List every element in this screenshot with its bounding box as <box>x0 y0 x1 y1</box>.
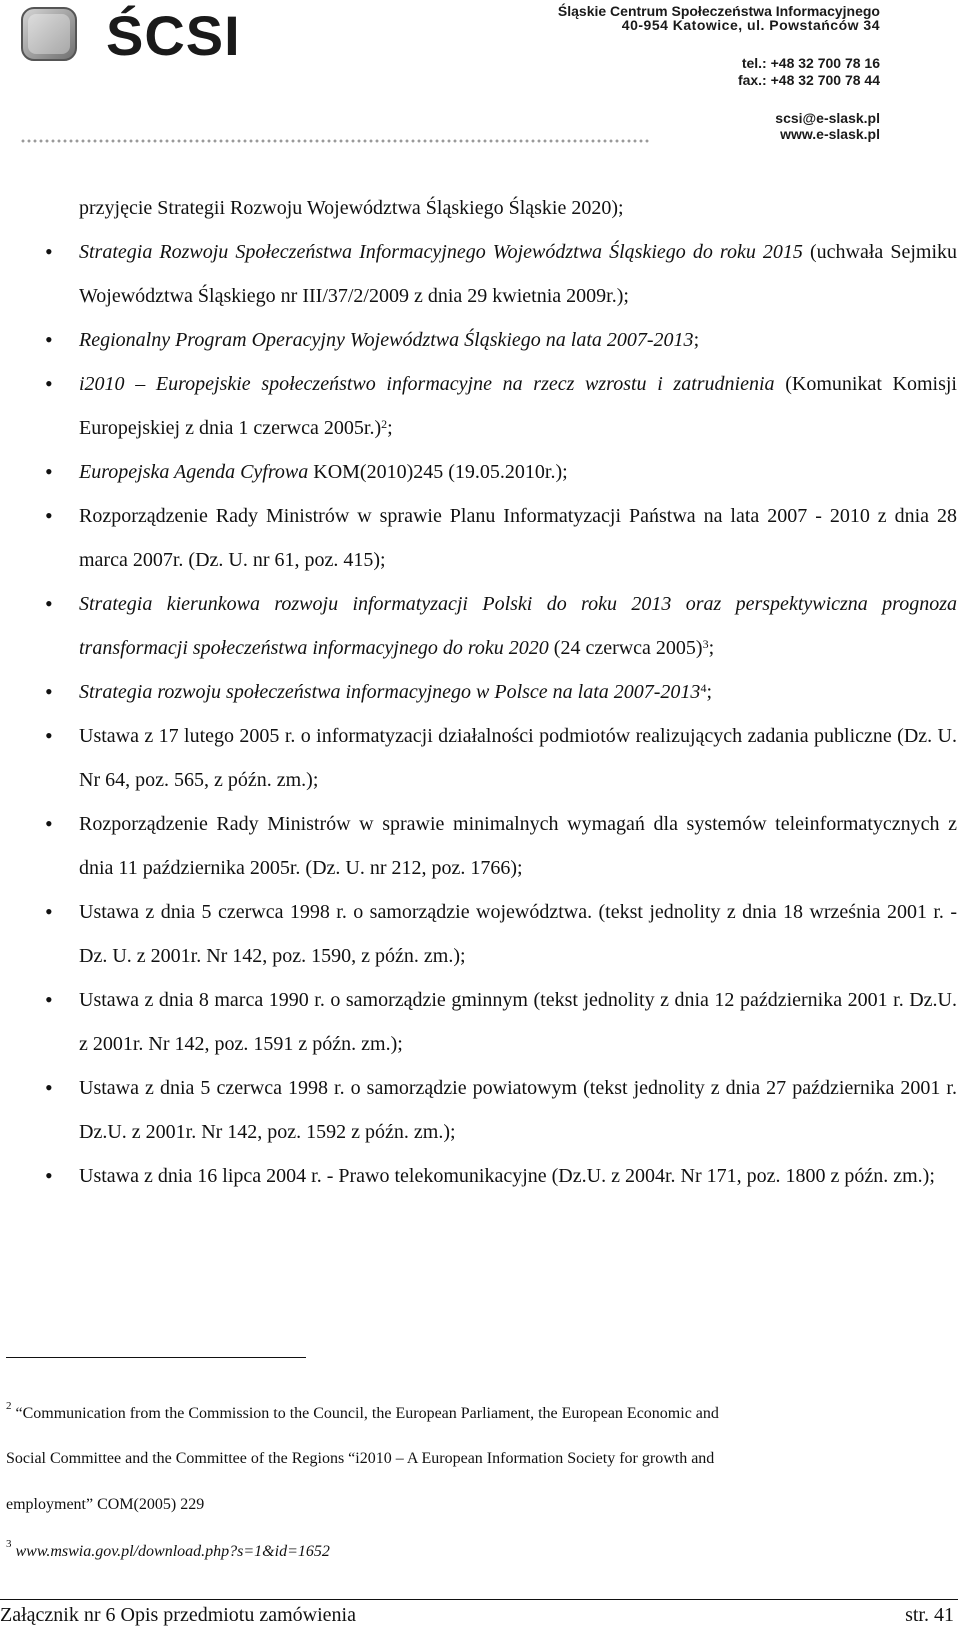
org-phone: tel.: +48 32 700 78 16 <box>741 55 880 71</box>
footnote-number: 3 <box>6 1538 12 1550</box>
bullet-icon: • <box>45 503 53 528</box>
legal-basis-list <box>0 186 960 1198</box>
list-item: • Rozporządzenie Rady Ministrów w sprawie minimalnych wymagań dla systemów teleinformatycznych z dnia 11 października 2005r. (Dz. U. nr 212, poz. 1766); <box>79 802 957 890</box>
bullet-icon: • <box>45 899 53 924</box>
bullet-icon: • <box>45 327 53 352</box>
header-dotted-divider <box>20 139 650 143</box>
footnote-ref[interactable]: 4 <box>700 681 707 695</box>
footnote-number: 2 <box>6 1400 12 1412</box>
list-item: • Ustawa z 17 lutego 2005 r. o informatyzacji działalności podmiotów realizujących zadania publiczne (Dz. U. Nr 64, poz. 565, z późn. zm.); <box>79 714 957 802</box>
list-item: • Regionalny Program Operacyjny Województwa Śląskiego na lata 2007-2013; <box>79 318 957 362</box>
bullet-icon: • <box>45 987 53 1012</box>
footnote-2-line-3: employment” COM(2005) 229 <box>6 1496 205 1513</box>
footnote-link[interactable]: www.mswia.gov.pl/download.php?s=1&id=1652 <box>15 1543 330 1560</box>
list-item: • Strategia Rozwoju Społeczeństwa Informacyjnego Województwa Śląskiego do roku 2015 (uchwała Sejmiku Województwa Śląskiego nr III/37/2/2009 z dnia 29 kwietnia 2009r.); <box>79 230 957 318</box>
bullet-icon: • <box>45 591 53 616</box>
org-email[interactable]: scsi@e-slask.pl <box>775 110 880 126</box>
bullet-icon: • <box>45 459 53 484</box>
bullet-icon: • <box>45 723 53 748</box>
list-item: • Strategia rozwoju społeczeństwa informacyjnego w Polsce na lata 2007-2013$^4$; <box>79 670 957 714</box>
footnote-separator <box>6 1357 306 1358</box>
bullet-icon: • <box>45 239 53 264</box>
footer-divider <box>0 1599 958 1600</box>
footnote-ref[interactable]: 2 <box>381 417 388 431</box>
org-address: 40-954 Katowice, ul. Powstańców 34 <box>621 17 880 33</box>
logo-text: ŚCSI <box>106 4 241 67</box>
scsi-logo <box>20 4 260 66</box>
list-item: • Strategia kierunkowa rozwoju informatyzacji Polski do roku 2013 oraz perspektywiczna prognoza transformacji społeczeństwa informacyjnego do roku 2020 (24 czerwca 2005)$^3$; <box>79 582 957 670</box>
list-item: • Europejska Agenda Cyfrowa KOM(2010)245 (19.05.2010r.); <box>79 450 957 494</box>
footnote-3 <box>6 1538 906 1561</box>
bullet-icon: • <box>45 371 53 396</box>
org-name: Śląskie Centrum Społeczeństwa Informacyjnego <box>557 3 880 19</box>
org-website[interactable]: www.e-slask.pl <box>780 126 880 142</box>
footnote-2-line-2: Social Committee and the Committee of the Regions “i2010 – A European Information Society for growth and <box>6 1450 715 1467</box>
footer-document-title: Załącznik nr 6 Opis przedmiotu zamówienia <box>0 1604 356 1626</box>
logo-mark-icon <box>20 6 80 64</box>
bullet-icon: • <box>45 679 53 704</box>
footnote-2: $^2$ “Communication from the Commission to the Council, the European Parliament, the European Economic and <box>6 1400 719 1422</box>
list-item: przyjęcie Strategii Rozwoju Województwa Śląskiego Śląskie 2020); <box>79 197 624 219</box>
list-item: • Rozporządzenie Rady Ministrów w sprawie Planu Informatyzacji Państwa na lata 2007 - 2010 z dnia 28 marca 2007r. (Dz. U. nr 61, poz. 415); <box>79 494 957 582</box>
bullet-icon: • <box>45 1163 53 1188</box>
list-item: • i2010 – Europejskie społeczeństwo informacyjne na rzecz wzrostu i zatrudnienia (Komunikat Komisji Europejskiej z dnia 1 czerwca 2005r.)$^2$; <box>79 362 957 450</box>
list-item: • Ustawa z dnia 16 lipca 2004 r. - Prawo telekomunikacyjne (Dz.U. z 2004r. Nr 171, poz. 1800 z późn. zm.); <box>79 1154 957 1198</box>
list-item: • Ustawa z dnia 8 marca 1990 r. o samorządzie gminnym (tekst jednolity z dnia 12 października 2001 r. Dz.U. z 2001r. Nr 142, poz. 1591 z późn. zm.); <box>79 978 957 1066</box>
footnote-ref[interactable]: 3 <box>702 637 709 651</box>
bullet-icon: • <box>45 1075 53 1100</box>
list-item: • Ustawa z dnia 5 czerwca 1998 r. o samorządzie województwa. (tekst jednolity z dnia 18 września 2001 r. - Dz. U. z 2001r. Nr 142, poz. 1590, z późn. zm.); <box>79 890 957 978</box>
bullet-icon: • <box>45 811 53 836</box>
org-fax: fax.: +48 32 700 78 44 <box>737 72 880 88</box>
page-number: str. 41 <box>905 1604 954 1626</box>
list-item: • Ustawa z dnia 5 czerwca 1998 r. o samorządzie powiatowym (tekst jednolity z dnia 27 października 2001 r. Dz.U. z 2001r. Nr 142, poz. 1592 z późn. zm.); <box>79 1066 957 1154</box>
